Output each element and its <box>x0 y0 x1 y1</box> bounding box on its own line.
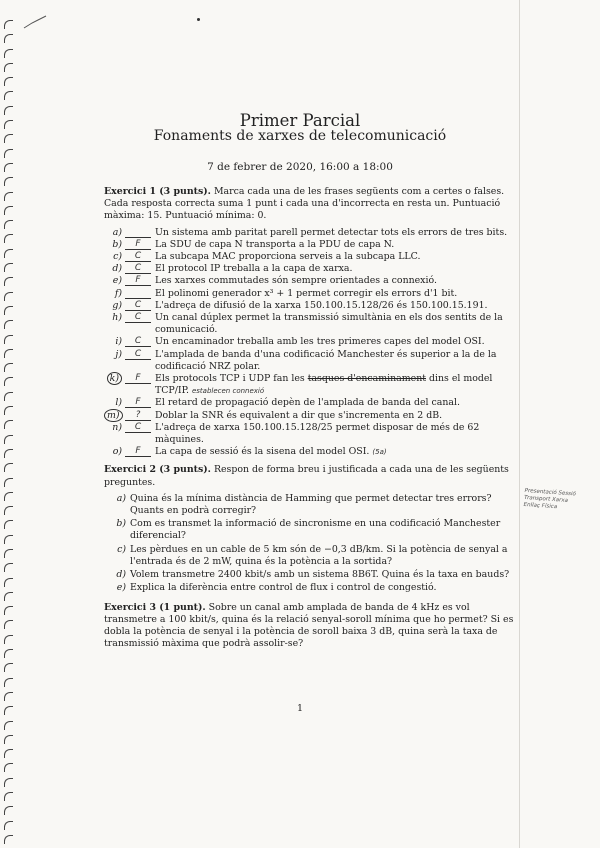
true-false-item: o) F La capa de sessió és la sisena del model OSI. (5a) <box>112 446 387 458</box>
exam-subtitle: Fonaments de xarxes de telecomunicació <box>153 128 447 144</box>
exercise-3 <box>104 602 514 651</box>
exercise-1-instructions: Marca cada una de les frases següents com a certes o falses. Cada resposta correcta suma 1 punt i cada una d'incorrecta en resta un. Puntuació màxima: 15. Puntuació mínima: 0. <box>104 186 505 222</box>
margin-handwritten-note: Presentació Sessió Transport Xarxa Enllaç Física <box>523 487 577 511</box>
true-false-item: f) El polinomi generador x³ + 1 permet corregir els errors d'1 bit. <box>114 287 458 299</box>
true-false-item: c) C La subcapa MAC proporciona serveis a la subcapa LLC. <box>113 251 421 263</box>
exam-title: Primer Parcial <box>239 111 361 130</box>
answer-blank[interactable]: C <box>125 350 151 360</box>
page-number: 1 <box>296 703 304 714</box>
true-false-item: b) F La SDU de capa N transporta a la PDU de capa N. <box>112 238 395 250</box>
true-false-item: d) C El protocol IP treballa a la capa de xarxa. <box>112 263 353 275</box>
circled-label: m) <box>104 409 123 422</box>
answer-blank[interactable] <box>125 289 151 299</box>
question-item: d) Volem transmetre 2400 kbit/s amb un sistema 8B6T. Quina és la taxa en bauds? <box>116 569 510 581</box>
true-false-item: n) C L'adreça de xarxa 150.100.15.128/25 permet disposar de més de 62 màquines. <box>112 421 480 446</box>
exercise-2-heading: Exercici 2 (3 punts). <box>104 464 211 476</box>
question-item: a) Quina és la mínima distància de Hamming que permet detectar tres errors? Quants en podrà corregir? <box>116 492 492 517</box>
true-false-item: i) C Un encaminador treballa amb les tres primeres capes del model OSI. <box>115 336 485 348</box>
answer-blank[interactable]: F <box>125 276 151 286</box>
true-false-item: g) C L'adreça de difusió de la xarxa 150.100.15.128/26 és 150.100.15.191. <box>112 299 488 311</box>
answer-blank[interactable]: F <box>125 240 151 250</box>
true-false-item: h) C Un canal dúplex permet la transmissió simultània en els dos sentits de la comunicació. <box>112 312 503 336</box>
answer-blank[interactable]: C <box>125 337 151 347</box>
answer-blank[interactable]: C <box>125 313 151 323</box>
handwritten-note: establecen connexió <box>191 387 265 396</box>
question-item: c) Les pèrdues en un cable de 5 km són de −0,3 dB/km. Si la potència de senyal a l'entrada és de 2 mW, quina és la potència a la sortida? <box>117 543 508 567</box>
question-item: b) Com es transmet la informació de sincronisme en una codificació Manchester diferencial? <box>116 518 501 542</box>
answer-blank[interactable]: F <box>125 374 151 384</box>
answer-blank[interactable]: F <box>125 398 151 408</box>
question-item: e) Explica la diferència entre control de flux i control de congestió. <box>116 582 437 594</box>
exercise-1-heading: Exercici 1 (3 punts). <box>104 186 211 197</box>
circled-label: k) <box>107 372 122 385</box>
answer-blank[interactable]: F <box>125 447 151 457</box>
exercise-3-heading: Exercici 3 (1 punt). <box>104 601 206 613</box>
exercise-1-intro <box>104 186 514 223</box>
answer-blank[interactable]: C <box>125 301 151 311</box>
true-false-item: m) ? Doblar la SNR és equivalent a dir que s'incrementa en 2 dB. <box>104 410 514 422</box>
exercise-3-text: Sobre un canal amb amplada de banda de 4 kHz es vol transmetre a 100 kbit/s, quina és la relació senyal-soroll mínima que ho permet? Si es dobla la potència de senyal i la potència de soroll baixa 3 dB, quina serà la taxa de transmissió màxima que podrà assolir-se? <box>104 601 514 650</box>
answer-blank[interactable]: C <box>125 423 151 433</box>
struck-text: tasques d'encaminament <box>307 373 426 385</box>
pen-scribble <box>22 14 52 32</box>
true-false-item: k) F Els protocols TCP i UDP fan les tasques d'encaminament dins el model TCP/IP. establecen connexió <box>104 373 514 397</box>
answer-blank[interactable]: C <box>125 264 151 274</box>
exercise-2-instructions: Respon de forma breu i justificada a cada una de les següents preguntes. <box>104 464 509 488</box>
true-false-item: e) F Les xarxes commutades són sempre orientades a connexió. <box>112 275 437 287</box>
ink-dot <box>197 18 200 21</box>
true-false-item: l) F El retard de propagació depèn de l'amplada de banda del canal. <box>115 397 460 409</box>
exercise-2-intro <box>104 464 514 488</box>
exam-date: 7 de febrer de 2020, 16:00 a 18:00 <box>207 161 393 173</box>
exam-content <box>104 186 514 651</box>
answer-blank[interactable]: C <box>125 252 151 262</box>
true-false-item: a) Un sistema amb paritat parell permet detectar tots els errors de tres bits. <box>112 226 508 238</box>
handwritten-note: (5a) <box>372 448 387 457</box>
true-false-item: j) C L'amplada de banda d'una codificació Manchester és superior a la de la codificació NRZ polar. <box>115 348 497 372</box>
answer-blank[interactable] <box>125 228 151 238</box>
answer-blank[interactable]: ? <box>125 411 151 421</box>
